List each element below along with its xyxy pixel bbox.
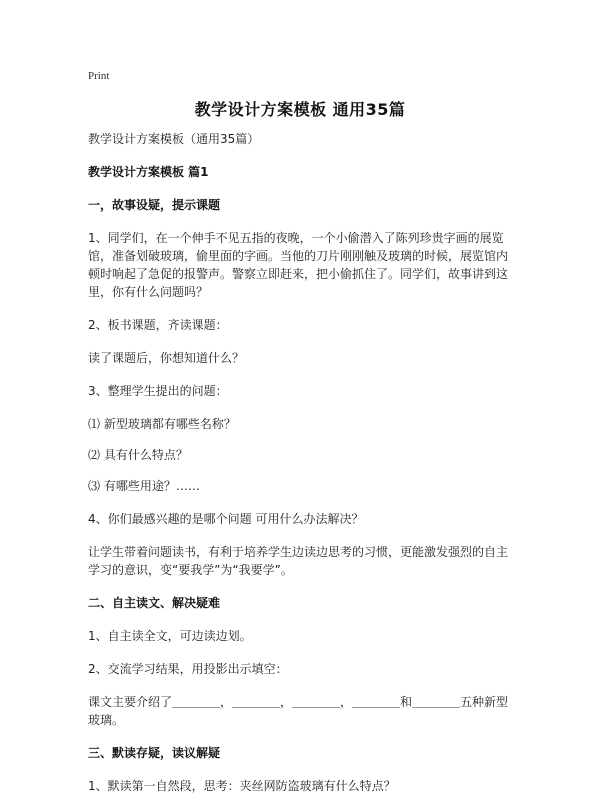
paragraph-10: 1、默读第一自然段，思考：夹丝网防盗玻璃有什么特点？ (88, 779, 396, 793)
paragraph-1: 1、同学们，在一个伸手不见五指的夜晚，一个小偷潜入了陈列珍贵字画的展览馆，准备划破玻璃，偷里面的字画。当他的刀片刚刚触及玻璃的时候，展览馆内顿时响起了急促的报警声。警察立即赶来，把小偷抓住了。同学们，故事讲到这里，你有什么问题吗？ (88, 231, 509, 299)
question-3: ⑶ 有哪些用途？…… (88, 479, 200, 493)
document-subtitle: 教学设计方案模板（通用35篇） (88, 132, 260, 146)
paragraph-4: 3、整理学生提出的问题： (88, 384, 228, 398)
part1-heading: 一，故事设疑，提示课题 (88, 198, 221, 212)
document-body (88, 130, 518, 810)
print-label[interactable]: Print (88, 70, 110, 82)
paragraph-3: 读了课题后，你想知道什么？ (88, 351, 245, 365)
question-1: ⑴ 新型玻璃都有哪些名称？ (88, 417, 236, 431)
paragraph-8: 2、交流学习结果，用投影出示填空： (88, 662, 288, 676)
paragraph-5: 4、你们最感兴趣的是哪个问题 可用什么办法解决？ (88, 512, 364, 526)
section-title: 教学设计方案模板 篇1 (88, 165, 209, 179)
paragraph-9: 课文主要介绍了＿＿＿＿，＿＿＿＿，＿＿＿＿，＿＿＿＿和＿＿＿＿五种新型玻璃。 (88, 695, 509, 727)
paragraph-6: 让学生带着问题读书，有利于培养学生边读边思考的习惯，更能激发强烈的自主学习的意识，变“要我学”为“我要学”。 (88, 545, 509, 577)
paragraph-2: 2、板书课题，齐读课题： (88, 318, 228, 332)
question-2: ⑵ 具有什么特点？ (88, 448, 188, 462)
part2-heading: 二、自主读文、解决疑难 (88, 596, 221, 610)
paragraph-7: 1、自主读全文，可边读边划。 (88, 629, 252, 643)
document-title: 教学设计方案模板 通用35篇 (194, 100, 406, 119)
part3-heading: 三、默读存疑，读议解疑 (88, 746, 221, 760)
